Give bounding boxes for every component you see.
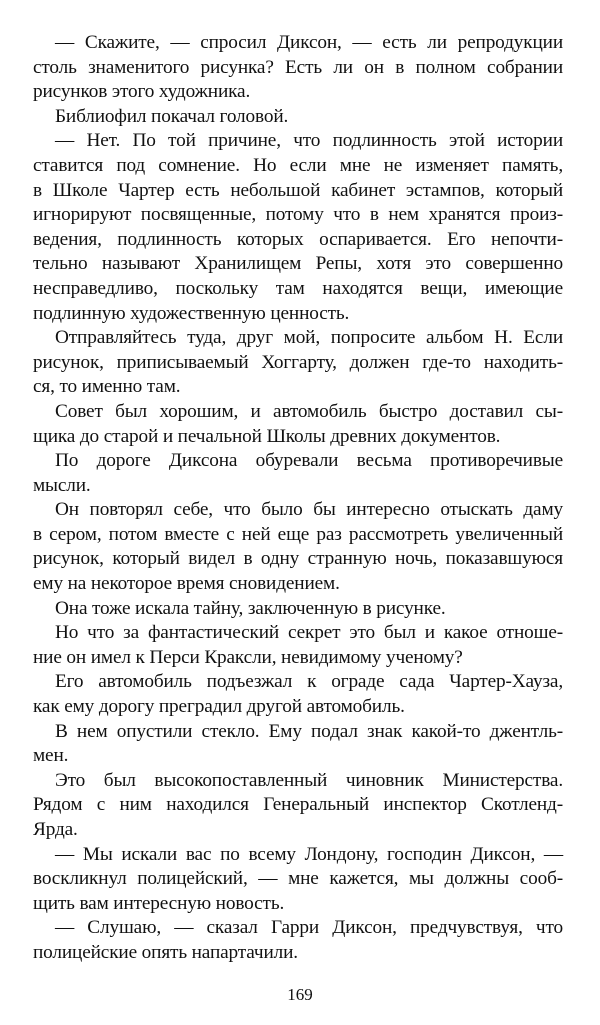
text-line: Он повторял себе, что было бы интересно отыскать даму <box>55 499 563 521</box>
text-line: — Слушаю, — сказал Гарри Диксон, предчувствуя, что <box>55 917 563 939</box>
text-line: Это был высокопоставленный чиновник Министерства. <box>55 769 563 791</box>
text-line: ведения, подлинность которых оспаривается. Его непочти- <box>33 228 563 250</box>
paragraph <box>33 769 563 843</box>
text-line: — Скажите, — спросил Диксон, — есть ли репродукции <box>55 32 563 53</box>
text-line: в Школе Чартер есть небольшой кабинет эстампов, который <box>33 179 563 201</box>
text-line: подлинную художественную ценность. <box>33 302 350 324</box>
text-line: воскликнул полицейский, — мне кажется, мы должны сооб- <box>33 868 563 890</box>
text-line: Она тоже искала тайну, заключенную в рисунке. <box>55 597 446 619</box>
text-line: — Мы искали вас по всему Лондону, господин Диксон, — <box>55 843 563 865</box>
text-line: мысли. <box>33 474 91 496</box>
text-line: ему на некоторое время сновидением. <box>33 573 340 595</box>
paragraph <box>33 449 563 498</box>
page-number: 169 <box>287 985 313 1004</box>
paragraph <box>33 31 563 105</box>
text-line: Но что за фантастический секрет это был и какое отноше- <box>55 622 563 644</box>
text-line: Библиофил покачал головой. <box>55 105 289 127</box>
paragraph <box>33 720 563 769</box>
paragraph <box>33 129 563 326</box>
text-line: Рядом с ним находился Генеральный инспектор Скотленд- <box>33 794 563 816</box>
text-line: В нем опустили стекло. Ему подал знак какой-то джентль- <box>55 720 563 742</box>
text-line: столь знаменитого рисунка? Есть ли он в полном собрании <box>33 56 563 78</box>
text-line: ние он имел к Перси Краксли, невидимому ученому? <box>33 646 463 668</box>
paragraph <box>33 498 563 596</box>
text-line: Отправляйтесь туда, друг мой, попросите альбом Н. Если <box>55 327 563 349</box>
paragraph <box>33 597 563 622</box>
text-line: Совет был хорошим, и автомобиль быстро доставил сы- <box>55 400 563 422</box>
paragraph <box>33 916 563 965</box>
text-line: щить вам интересную новость. <box>33 892 285 914</box>
paragraph <box>33 621 563 670</box>
text-line: По дороге Диксона обуревали весьма противоречивые <box>55 450 563 472</box>
paragraph <box>33 670 563 719</box>
text-line: полицейские опять напартачили. <box>33 941 298 963</box>
text-line: рисунок, который видел в одну странную ночь, показавшуюся <box>33 548 563 570</box>
body-text <box>33 31 563 966</box>
text-line: — Нет. По той причине, что подлинность этой истории <box>55 130 563 152</box>
text-line: мен. <box>33 745 69 767</box>
paragraph <box>33 326 563 400</box>
text-line: несправедливо, поскольку там находятся вещи, имеющие <box>33 277 563 299</box>
text-line: Его автомобиль подъезжал к ограде сада Чартер-Хауза, <box>55 671 563 693</box>
text-line: Ярда. <box>33 819 78 840</box>
text-line: тельно называют Хранилищем Репы, хотя это совершенно <box>33 253 563 275</box>
text-line: ся, то именно там. <box>33 376 181 398</box>
text-line: как ему дорогу преградил другой автомобиль. <box>33 696 405 718</box>
text-line: ставится под сомнение. Но если мне не изменяет память, <box>33 154 563 176</box>
text-line: игнорируют посвященные, потому что в нем хранятся произ- <box>33 204 563 226</box>
paragraph <box>33 400 563 449</box>
paragraph <box>33 105 563 130</box>
text-line: рисунков этого художника. <box>33 81 251 103</box>
text-line: в сером, потом вместе с ней еще раз рассмотреть увеличенный <box>33 523 563 545</box>
text-line: рисунок, приписываемый Хоггарту, должен где-то находить- <box>33 351 563 373</box>
paragraph <box>33 843 563 917</box>
text-line: щика до старой и печальной Школы древних документов. <box>33 425 501 447</box>
